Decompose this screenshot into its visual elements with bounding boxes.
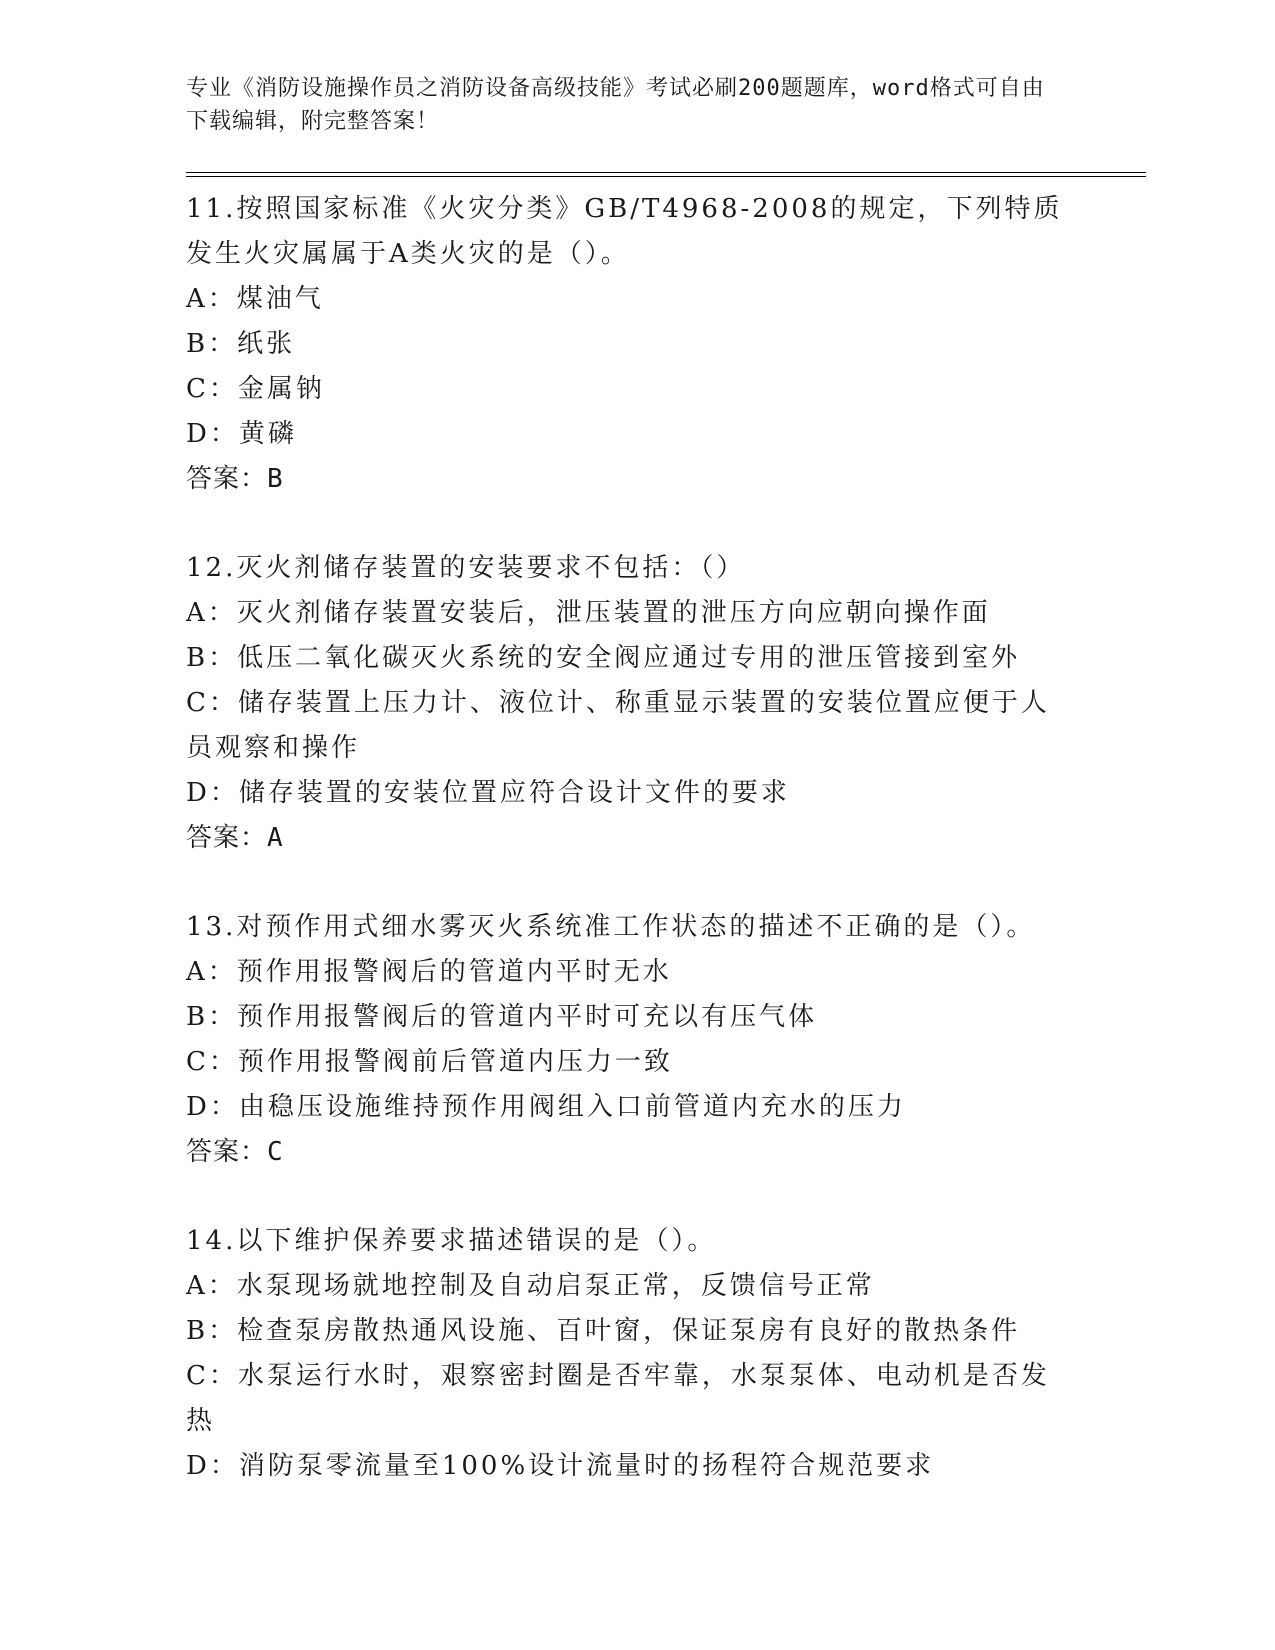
- option-a: A：灭火剂储存装置安装后，泄压装置的泄压方向应朝向操作面: [186, 598, 991, 628]
- option-b: B：预作用报警阀后的管道内平时可充以有压气体: [186, 1002, 818, 1032]
- option-a: A：煤油气: [186, 284, 324, 314]
- answer-value: C: [267, 1137, 284, 1167]
- option-d: D：黄磷: [186, 419, 297, 449]
- answer-value: B: [267, 464, 284, 494]
- question-14: [186, 1219, 1146, 1489]
- answer-value: A: [267, 823, 284, 853]
- option-c: C：水泵运行水时，艰察密封圈是否牢靠，水泵泵体、电动机是否发热: [186, 1361, 1050, 1436]
- question-stem: 13.对预作用式细水雾灭火系统准工作状态的描述不正确的是（）。: [186, 912, 1036, 942]
- option-c: C：储存装置上压力计、液位计、称重显示装置的安装位置应便于人员观察和操作: [186, 688, 1050, 763]
- document-page: [186, 72, 1146, 1533]
- option-d: D：储存装置的安装位置应符合设计文件的要求: [186, 778, 790, 808]
- question-12: [186, 546, 1146, 861]
- answer-label: 答案：: [186, 823, 268, 853]
- answer-line: [186, 1130, 1146, 1175]
- question-11: [186, 187, 1146, 502]
- option-a: A：水泵现场就地控制及自动启泵正常，反馈信号正常: [186, 1271, 875, 1301]
- question-stem: 11.按照国家标准《火灾分类》GB/T4968-2008的规定，下列特质发生火灾属属于A类火灾的是（）。: [186, 194, 1063, 269]
- question-13: [186, 905, 1146, 1175]
- option-b: B：纸张: [186, 329, 296, 359]
- answer-line: [186, 457, 1146, 502]
- option-a: A：预作用报警阀后的管道内平时无水: [186, 957, 672, 987]
- option-b: B：低压二氧化碳灭火系统的安全阀应通过专用的泄压管接到室外: [186, 643, 1021, 673]
- option-d: D：消防泵零流量至100%设计流量时的扬程符合规范要求: [186, 1451, 935, 1481]
- header-divider: [186, 172, 1146, 177]
- question-stem: 14.以下维护保养要求描述错误的是（）。: [186, 1226, 717, 1256]
- option-c: C：金属钠: [186, 374, 325, 404]
- option-d: D：由稳压设施维持预作用阀组入口前管道内充水的压力: [186, 1092, 906, 1122]
- option-b: B：检查泵房散热通风设施、百叶窗，保证泵房有良好的散热条件: [186, 1316, 1021, 1346]
- question-stem: 12.灭火剂储存装置的安装要求不包括：（）: [186, 553, 746, 583]
- question-list: [186, 187, 1146, 1489]
- answer-line: [186, 816, 1146, 861]
- document-header: 专业《消防设施操作员之消防设备高级技能》考试必刷200题题库，word格式可自由下载编辑，附完整答案！: [186, 76, 1045, 134]
- option-c: C：预作用报警阀前后管道内压力一致: [186, 1047, 673, 1077]
- answer-label: 答案：: [186, 464, 268, 494]
- answer-label: 答案：: [186, 1137, 268, 1167]
